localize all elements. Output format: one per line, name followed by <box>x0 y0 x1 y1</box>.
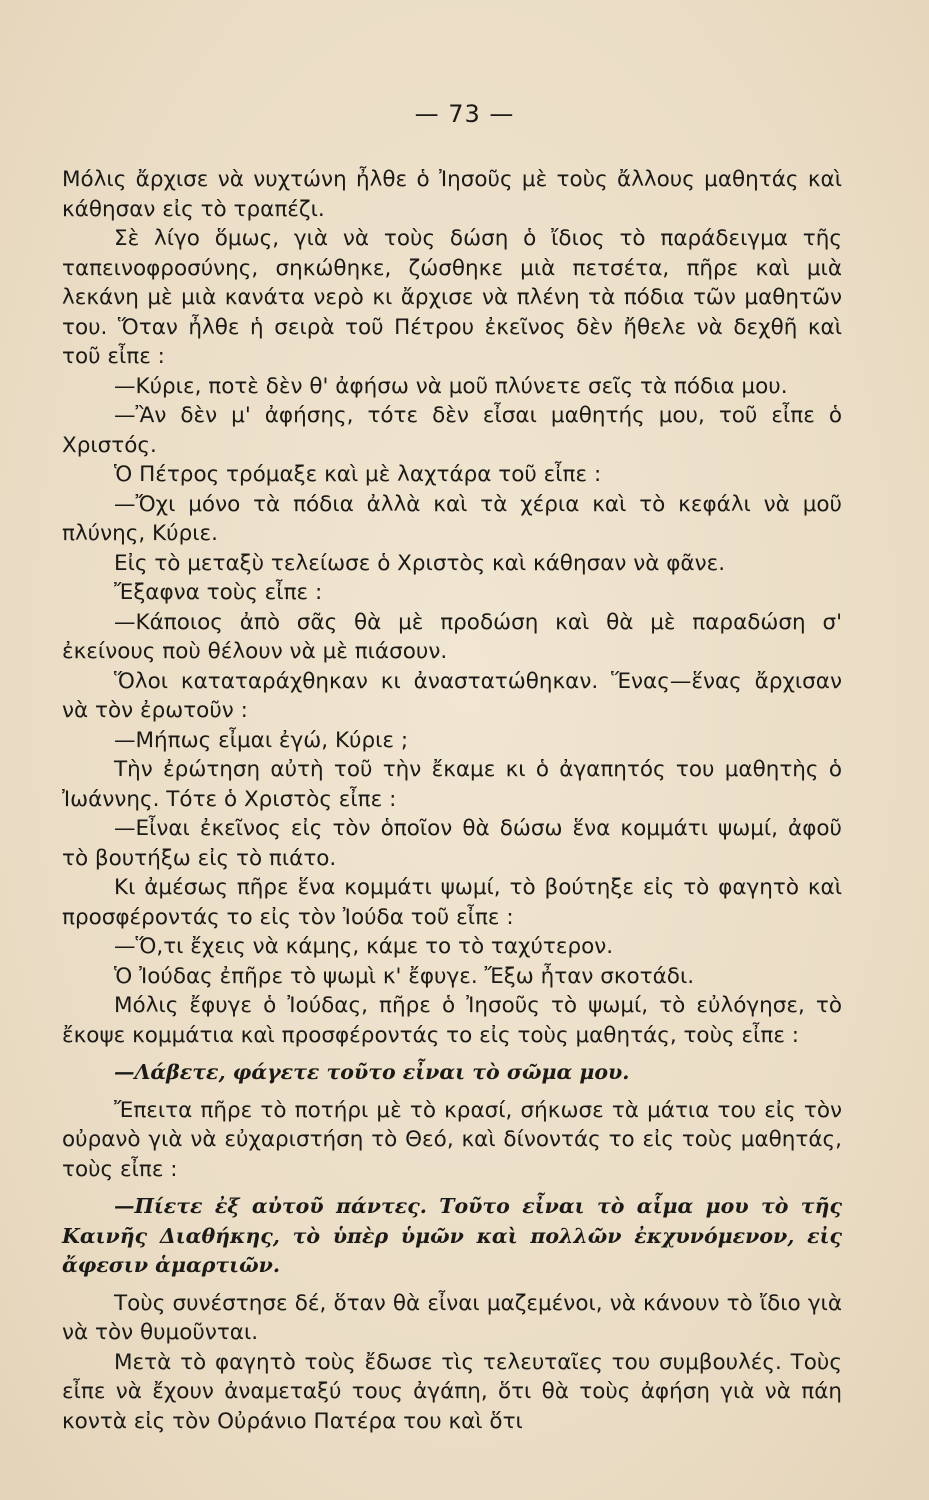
paragraph: Ὁ Ἰούδας ἐπῆρε τὸ ψωμὶ κ' ἔφυγε. Ἔξω ἦταν σκοτάδι. <box>114 963 695 989</box>
liturgical-words-body: —Λάβετε, φάγετε τοῦτο εἶναι τὸ σῶμα μου. <box>114 1060 630 1084</box>
dialogue-line: —Ὄχι μόνο τὰ πόδια ἀλλὰ καὶ τὰ χέρια καὶ τὸ κεφάλι νὰ μοῦ πλύνης, Κύριε. <box>62 491 842 546</box>
paragraph: Κι ἀμέσως πῆρε ἕνα κομμάτι ψωμί, τὸ βούτηξε εἰς τὸ φαγητὸ καὶ προσφέροντάς το εἰς τὸν Ἰούδα τοῦ εἶπε : <box>62 875 842 930</box>
paragraph: Εἰς τὸ μεταξὺ τελείωσε ὁ Χριστὸς καὶ κάθησαν νὰ φᾶνε. <box>114 550 726 576</box>
liturgical-words-blood: —Πίετε ἐξ αὐτοῦ πάντες. Τοῦτο εἶναι τὸ αἷμα μου τὸ τῆς Καινῆς Διαθήκης, τὸ ὑπὲρ ὑμῶν καὶ πολλῶν ἐκχυνόμενον, εἰς ἄφεσιν ἁμαρτιῶν. <box>62 1194 842 1277</box>
paragraph: Τὴν ἐρώτηση αὐτὴ τοῦ τὴν ἔκαμε κι ὁ ἀγαπητός του μαθητὴς ὁ Ἰωάννης. Τότε ὁ Χριστὸς εἶπε : <box>62 757 842 812</box>
paragraph: Μόλις ἔφυγε ὁ Ἰούδας, πῆρε ὁ Ἰησοῦς τὸ ψωμί, τὸ εὐλόγησε, τὸ ἔκοψε κομμάτια καὶ προσφέροντάς το εἰς τοὺς μαθητάς, τοὺς εἶπε : <box>62 993 842 1048</box>
paragraph: Ὅλοι καταταράχθηκαν κι ἀναστατώθηκαν. Ἕνας—ἕνας ἄρχισαν νὰ τὸν ἐρωτοῦν : <box>62 668 842 723</box>
paragraph: Μετὰ τὸ φαγητὸ τοὺς ἔδωσε τὶς τελευταῖες του συμβουλές. Τοὺς εἶπε νὰ ἔχουν ἀναμεταξύ τους ἀγάπη, ὅτι θὰ τοὺς ἀφήση γιὰ νὰ πάη κοντὰ εἰς τὸν Οὐράνιο Πατέρα του καὶ ὅτι <box>62 1349 842 1434</box>
dialogue-line: —Μήπως εἶμαι ἐγώ, Κύριε ; <box>114 727 409 753</box>
dialogue-line: —Ὅ,τι ἔχεις νὰ κάμης, κάμε το τὸ ταχύτερον. <box>114 934 614 959</box>
dialogue-line: —Εἶναι ἐκεῖνος εἰς τὸν ὁποῖον θὰ δώσω ἕνα κομμάτι ψωμί, ἀφοῦ τὸ βουτήξω εἰς τὸ πιάτο. <box>62 816 842 871</box>
dialogue-line: —Ἂν δὲν μ' ἀφήσης, τότε δὲν εἶσαι μαθητής μου, τοῦ εἶπε ὁ Χριστός. <box>62 403 842 458</box>
dialogue-line: —Κύριε, ποτὲ δὲν θ' ἀφήσω νὰ μοῦ πλύνετε σεῖς τὰ πόδια μου. <box>114 373 788 399</box>
body-text <box>62 165 842 1436</box>
paragraph: Σὲ λίγο ὅμως, γιὰ νὰ τοὺς δώση ὁ ἴδιος τὸ παράδειγμα τῆς ταπεινοφροσύνης, σηκώθηκε, ζώσθηκε μιὰ πετσέτα, πῆρε καὶ μιὰ λεκάνη μὲ μιὰ κανάτα νερὸ κι ἄρχισε νὰ πλένη τὰ πόδια τῶν μαθητῶν του. Ὅταν ἦλθε ἡ σειρὰ τοῦ Πέτρου ἐκεῖνος δὲν ἤθελε νὰ δεχθῆ καὶ τοῦ εἶπε : <box>62 226 842 369</box>
dialogue-line: —Κάποιος ἀπὸ σᾶς θὰ μὲ προδώση καὶ θὰ μὲ παραδώση σ' ἐκείνους ποὺ θέλουν νὰ μὲ πιάσουν. <box>62 609 842 664</box>
page-number: — 73 — <box>414 100 515 128</box>
paragraph: Τοὺς συνέστησε δέ, ὅταν θὰ εἶναι μαζεμένοι, νὰ κάνουν τὸ ἴδιο γιὰ νὰ τὸν θυμοῦνται. <box>62 1290 842 1345</box>
paragraph: Ἔπειτα πῆρε τὸ ποτήρι μὲ τὸ κρασί, σήκωσε τὰ μάτια του εἰς τὸν οὐρανὸ γιὰ νὰ εὐχαριστήση τὸ Θεό, καὶ δίνοντάς το εἰς τοὺς μαθητάς, τοὺς εἶπε : <box>62 1097 842 1182</box>
paragraph: Μόλις ἄρχισε νὰ νυχτώνη ἦλθε ὁ Ἰησοῦς μὲ τοὺς ἄλλους μαθητάς καὶ κάθησαν εἰς τὸ τραπέζι. <box>62 167 842 222</box>
paragraph: Ὁ Πέτρος τρόμαξε καὶ μὲ λαχτάρα τοῦ εἶπε : <box>114 462 602 487</box>
paragraph: Ἔξαφνα τοὺς εἶπε : <box>114 580 323 605</box>
